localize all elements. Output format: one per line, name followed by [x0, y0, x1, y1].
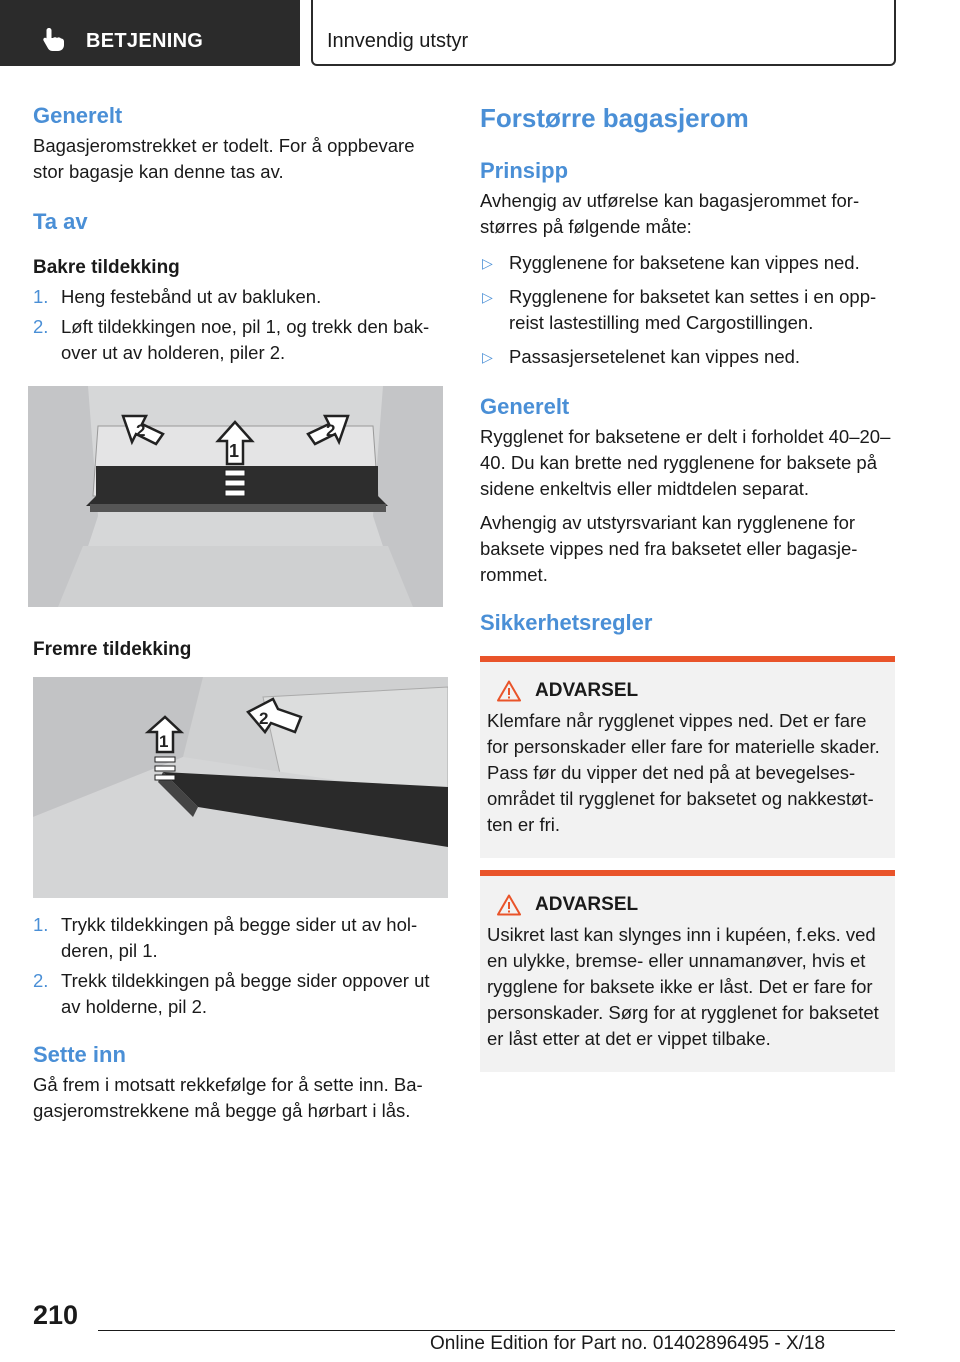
generelt-paragraph-1: Rygglenet for baksetene er delt i forholdet 40–20–40. Du kan brette ned rygglenene for baksete på sidene enkeltvis eller midtdelen separat. — [480, 426, 891, 499]
prinsipp-bullets — [480, 250, 895, 370]
right-column — [480, 100, 895, 1072]
warning-text: Usikret last kan slynges inn i kupéen, f.eks. ved en ulykke, bremse- eller unnamanøver, hvis et rygglene for baksete ikke er låst. Det er fare for personskader. Sørg for at rygglenet for baksetet er låst etter at det er vippet tilbake. — [487, 924, 879, 1049]
warning-triangle-icon — [497, 680, 521, 702]
triangle-bullet-icon: ▷ — [482, 255, 493, 271]
list-item: 2. Trekk tildekkingen på begge sider oppover ut av holderne, pil 2. — [33, 970, 430, 1017]
chapter-tab — [311, 0, 896, 66]
arrow-label: 2 — [259, 709, 269, 728]
front-cover-illustration — [33, 677, 448, 898]
heading-generelt: Generelt — [480, 394, 570, 419]
list-item: ▷ Rygglenene for baksetet kan settes i en oppreist lastestilling med Cargostillingen. — [482, 286, 877, 333]
prinsipp-paragraph: Avhengig av utførelse kan bagasjerommet forstørres på følgende måte: — [480, 190, 860, 237]
list-item: ▷ Passasjersetelenet kan vippes ned. — [480, 344, 895, 370]
heading-generelt: Generelt — [33, 103, 123, 128]
list-item: ▷ Rygglenene for baksetene kan vippes ned. — [480, 250, 895, 276]
generelt-paragraph: Bagasjeromstrekket er todelt. For å oppbevare stor bagasje kan denne tas av. — [33, 135, 415, 182]
fremre-steps — [33, 912, 448, 1020]
arrow-label: 1 — [229, 441, 240, 461]
page-number: 210 — [33, 1300, 79, 1330]
arrow-label: 2 — [136, 421, 146, 440]
heading-sikkerhetsregler: Sikkerhetsregler — [480, 610, 653, 635]
sette-inn-paragraph: Gå frem i motsatt rekkefølge for å sette inn. Bagasjeromstrekkene må begge gå hørbart i lås. — [33, 1074, 423, 1121]
warning-text: Klemfare når rygglenet vippes ned. Det er fare for personskader eller fare for materielle skader. Pass før du vipper det ned på at bevegelsesområdet til rygglenet for baksetet og nakkestøtten er fri. — [487, 710, 880, 835]
hand-pointer-icon — [40, 26, 66, 52]
warning-title: ADVARSEL — [535, 680, 639, 701]
triangle-bullet-icon: ▷ — [482, 349, 493, 365]
heading-forstorre-bagasjerom: Forstørre bagasjerom — [480, 103, 749, 133]
warning-triangle-icon — [497, 894, 521, 916]
front-cover-drawing — [33, 677, 448, 898]
section-tab — [0, 0, 300, 66]
heading-ta-av: Ta av — [33, 209, 88, 234]
footer-divider — [98, 1330, 895, 1331]
list-item: 1. Heng festebånd ut av bakluken. — [33, 286, 322, 307]
warning-title: ADVARSEL — [535, 894, 639, 915]
rear-cover-illustration — [28, 386, 443, 607]
footer-edition: Online Edition for Part no. 01402896495 - X/18 — [430, 1333, 826, 1354]
generelt-paragraph-2: Avhengig av utstyrsvariant kan rygglenene for baksete vippes ned fra baksetet eller bagasjerommet. — [480, 512, 858, 585]
left-column — [33, 100, 448, 1124]
bakre-steps — [33, 284, 448, 366]
heading-fremre-tildekking: Fremre tildekking — [33, 639, 192, 660]
page-header — [0, 0, 960, 66]
arrow-label: 2 — [326, 421, 336, 440]
rear-cover-drawing — [28, 386, 443, 607]
arrow-label: 1 — [159, 732, 169, 751]
triangle-bullet-icon: ▷ — [482, 289, 493, 305]
chapter-title: Innvendig utstyr — [327, 30, 469, 52]
list-item: 1. Trykk tildekkingen på begge sider ut av holderen, pil 1. — [33, 914, 418, 961]
heading-bakre-tildekking: Bakre tildekking — [33, 257, 180, 278]
heading-prinsipp: Prinsipp — [480, 158, 569, 183]
warning-box — [480, 656, 895, 858]
warning-box — [480, 870, 895, 1072]
list-item: 2. Løft tildekkingen noe, pil 1, og trekk den bakover ut av holderen, piler 2. — [33, 316, 430, 363]
heading-sette-inn: Sette inn — [33, 1042, 126, 1067]
section-title: BETJENING — [86, 30, 204, 52]
